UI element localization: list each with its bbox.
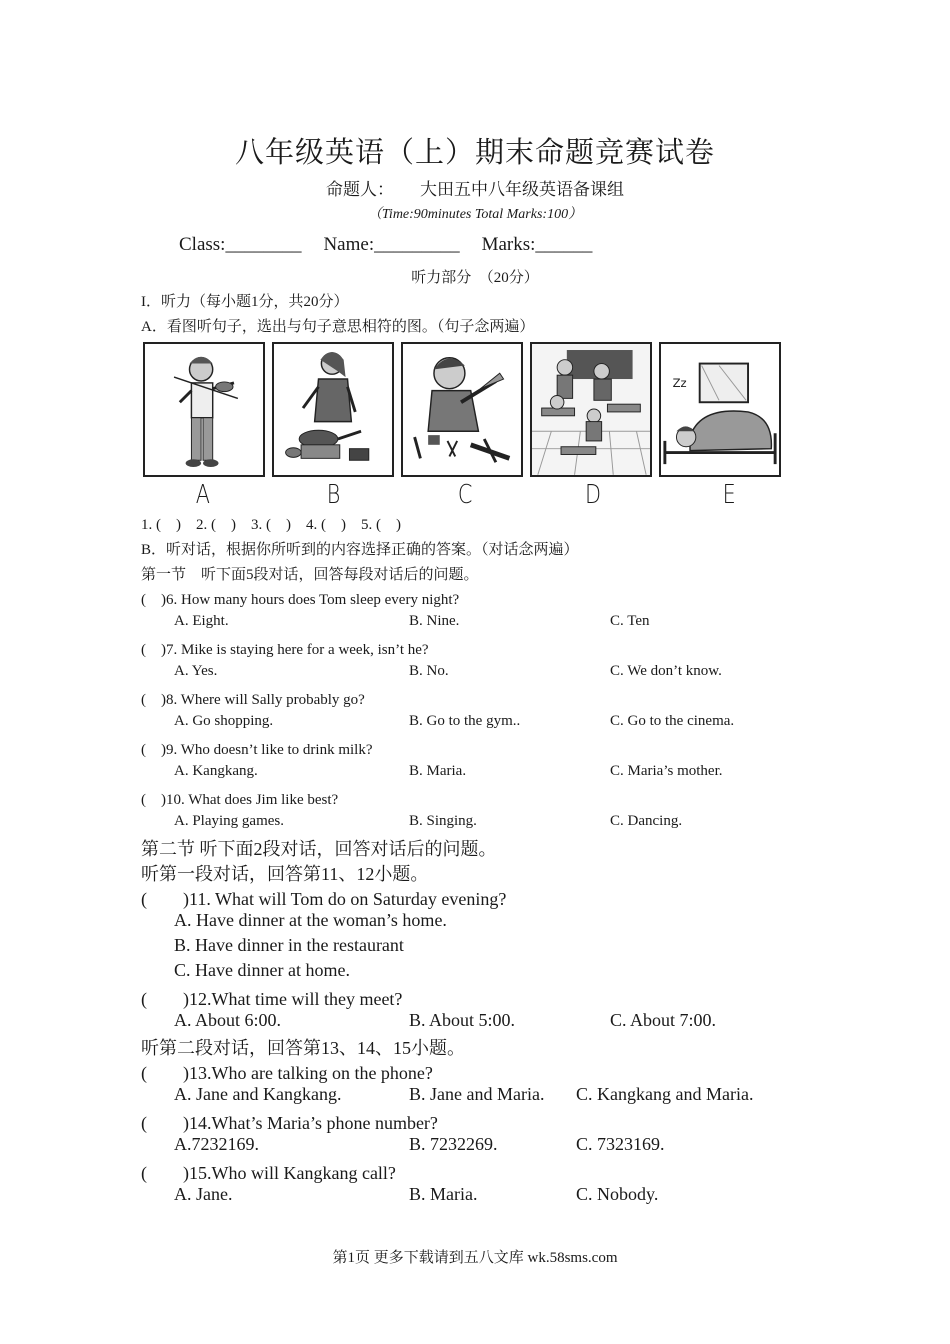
picture-letter-e: E	[722, 480, 736, 510]
question-10-option-b: B. Singing.	[409, 813, 477, 829]
partA-instruction: A．看图听句子，选出与句子意思相符的图。（句子念两遍）	[141, 319, 535, 335]
section1-title: 第一节 听下面5段对话，回答每段对话后的问题。	[141, 567, 479, 583]
question-13-option-c: C. Kangkang and Maria.	[576, 1084, 754, 1104]
question-15-option-b: B. Maria.	[409, 1184, 478, 1204]
question-13-option-a: A. Jane and Kangkang.	[174, 1084, 342, 1104]
author-name: 大田五中八年级英语备课组	[420, 180, 624, 199]
question-13-option-b: B. Jane and Maria.	[409, 1084, 545, 1104]
question-10-stem: ( )10. What does Jim like best?	[141, 792, 339, 808]
svg-text:Zz: Zz	[672, 375, 687, 390]
section2-title: 第二节 听下面2段对话，回答对话后的问题。	[141, 839, 497, 859]
question-11-stem: ( )11. What will Tom do on Saturday evening?	[141, 889, 507, 909]
page-footer: 第1页 更多下载请到五八文库 wk.58sms.com	[332, 1250, 618, 1266]
class-field: Class:________	[179, 234, 302, 255]
student-info-line	[179, 234, 614, 256]
question-14-option-c: C. 7323169.	[576, 1134, 665, 1154]
question-9-option-a: A. Kangkang.	[174, 763, 258, 779]
author-line	[0, 175, 950, 200]
question-7-option-a: A. Yes.	[174, 663, 218, 679]
answer-blanks: 1. ( ) 2. ( ) 3. ( ) 4. ( ) 5. ( )	[141, 517, 401, 533]
question-6-option-c: C. Ten	[610, 613, 650, 629]
boy-model-plane-icon	[401, 342, 523, 477]
question-14-option-b: B. 7232269.	[409, 1134, 498, 1154]
partB-instruction: B．听对话，根据你所听到的内容选择正确的答案。（对话念两遍）	[141, 542, 579, 558]
listening-heading: 听力部分 （20分）	[411, 270, 539, 286]
marks-field: Marks:______	[481, 234, 593, 255]
question-8-option-a: A. Go shopping.	[174, 713, 274, 729]
dialog2-title: 听第二段对话，回答第13、14、15小题。	[141, 1038, 465, 1058]
question-8-option-c: C. Go to the cinema.	[610, 713, 735, 729]
question-8-stem: ( )8. Where will Sally probably go?	[141, 692, 365, 708]
question-15-option-a: A. Jane.	[174, 1184, 233, 1204]
question-9-stem: ( )9. Who doesn’t like to drink milk?	[141, 742, 373, 758]
question-15-option-c: C. Nobody.	[576, 1184, 659, 1204]
question-10-option-c: C. Dancing.	[610, 813, 683, 829]
picture-letter-b: B	[326, 480, 341, 510]
picture-letter-d: D	[585, 480, 602, 510]
question-7-option-c: C. We don’t know.	[610, 663, 722, 679]
time-info: （Time:90minutes Total Marks:100）	[367, 207, 583, 222]
question-6-option-a: A. Eight.	[174, 613, 229, 629]
question-12-stem: ( )12.What time will they meet?	[141, 989, 403, 1009]
woman-cooking-icon	[272, 342, 394, 477]
question-15-stem: ( )15.Who will Kangkang call?	[141, 1163, 396, 1183]
question-10-option-a: A. Playing games.	[174, 813, 284, 829]
question-11-option-b: B. Have dinner in the restaurant	[174, 935, 404, 955]
question-13-stem: ( )13.Who are talking on the phone?	[141, 1063, 433, 1083]
part1-title: I．听力（每小题1分，共20分）	[141, 294, 349, 310]
question-7-stem: ( )7. Mike is staying here for a week, isn’t he?	[141, 642, 429, 658]
question-7-option-b: B. No.	[409, 663, 449, 679]
question-11-option-a: A. Have dinner at the woman’s home.	[174, 910, 447, 930]
author-label: 命题人：	[326, 180, 394, 199]
picture-letter-c: C	[457, 480, 473, 510]
question-6-option-b: B. Nine.	[409, 613, 460, 629]
question-8-option-b: B. Go to the gym..	[409, 713, 521, 729]
sleeping-bed-icon	[659, 342, 781, 477]
question-12-option-c: C. About 7:00.	[610, 1010, 717, 1030]
question-14-stem: ( )14.What’s Maria’s phone number?	[141, 1113, 438, 1133]
question-9-option-b: B. Maria.	[409, 763, 467, 779]
classroom-icon	[530, 342, 652, 477]
boy-violin-icon	[143, 342, 265, 477]
name-field: Name:_________	[323, 234, 460, 255]
question-6-stem: ( )6. How many hours does Tom sleep every night?	[141, 592, 460, 608]
question-14-option-a: A.7232169.	[174, 1134, 259, 1154]
page-title: 八年级英语（上）期末命题竞赛试卷	[234, 137, 715, 169]
question-12-option-a: A. About 6:00.	[174, 1010, 282, 1030]
picture-letter-a: A	[195, 480, 211, 510]
dialog1-title: 听第一段对话，回答第11、12小题。	[141, 864, 429, 884]
question-12-option-b: B. About 5:00.	[409, 1010, 516, 1030]
question-9-option-c: C. Maria’s mother.	[610, 763, 723, 779]
question-11-option-c: C. Have dinner at home.	[174, 960, 350, 980]
